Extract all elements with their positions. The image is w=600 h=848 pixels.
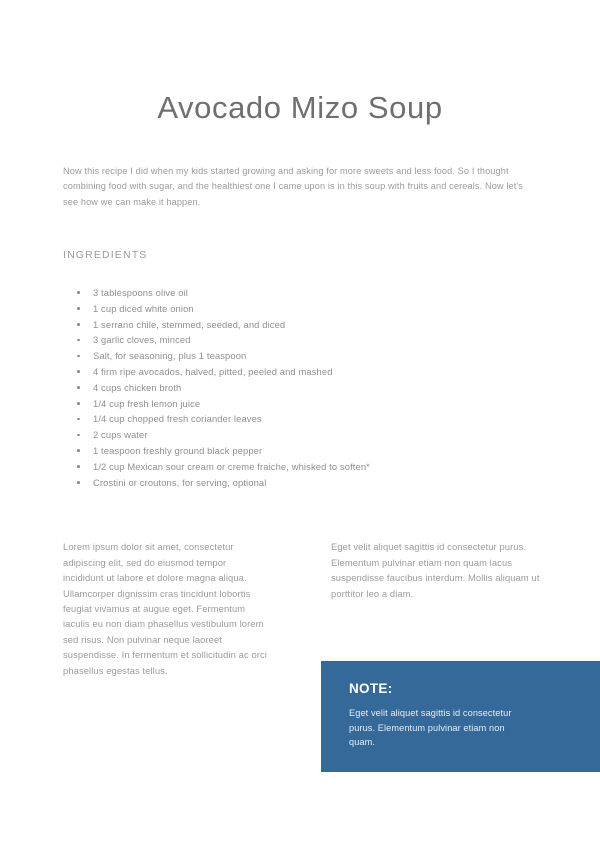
ingredients-list bbox=[63, 285, 533, 490]
bullet-icon bbox=[77, 449, 80, 452]
note-body-text: Eget velit aliquet sagittis id consectetur purus. Elementum pulvinar etiam non quam. bbox=[349, 708, 512, 748]
list-item bbox=[63, 348, 533, 364]
list-item bbox=[63, 380, 533, 396]
bullet-icon bbox=[77, 339, 80, 342]
bullet-icon bbox=[77, 355, 80, 358]
list-item bbox=[63, 301, 533, 317]
ingredients-heading: INGREDIENTS bbox=[63, 249, 148, 261]
bullet-icon bbox=[77, 323, 80, 326]
list-item bbox=[63, 427, 533, 443]
bullet-icon bbox=[77, 307, 80, 310]
bullet-icon bbox=[77, 481, 80, 484]
bullet-icon bbox=[77, 465, 80, 468]
ingredient-text: 4 cups chicken broth bbox=[93, 381, 182, 393]
body-column-left: Lorem ipsum dolor sit amet, consectetur adipiscing elit, sed do eiusmod tempor incididunt ut labore et dolore magna aliqua. Ullamcorper dignissim cras tincidunt lobortis feugiat vivamus at augue eget. Fermentum iaculis eu non diam phasellus vestibulum lorem sed risus. Non pulvinar neque laoreet suspendisse. In fermentum et sollicitudin ac orci phasellus egestas tellus. bbox=[63, 541, 267, 676]
ingredient-text: Crostini or croutons, for serving, optional bbox=[93, 476, 267, 488]
note-title: NOTE: bbox=[349, 681, 393, 696]
ingredient-text: 1 cup diced white onion bbox=[93, 302, 194, 314]
bullet-icon bbox=[77, 434, 80, 437]
ingredient-text: 4 firm ripe avocados, halved, pitted, peeled and mashed bbox=[93, 365, 333, 377]
bullet-icon bbox=[77, 386, 80, 389]
list-item bbox=[63, 285, 533, 301]
ingredient-text: 1/2 cup Mexican sour cream or creme fraiche, whisked to soften* bbox=[93, 460, 370, 472]
ingredient-text: 3 tablespoons olive oil bbox=[93, 287, 189, 298]
list-item bbox=[63, 411, 533, 427]
ingredient-text: Salt, for seasoning, plus 1 teaspoon bbox=[93, 350, 247, 362]
list-item bbox=[63, 317, 533, 333]
page-title: Avocado Mizo Soup bbox=[157, 89, 443, 125]
list-item bbox=[63, 364, 533, 380]
list-item bbox=[63, 332, 533, 348]
ingredient-text: 3 garlic cloves, minced bbox=[93, 334, 191, 346]
ingredient-text: 1/4 cup fresh lemon juice bbox=[93, 397, 201, 409]
list-item bbox=[63, 396, 533, 412]
bullet-icon bbox=[77, 402, 80, 405]
list-item bbox=[63, 443, 533, 459]
note-callout-box bbox=[321, 661, 600, 772]
list-item bbox=[63, 459, 533, 475]
ingredient-text: 1 teaspoon freshly ground black pepper bbox=[93, 444, 263, 456]
intro-paragraph: Now this recipe I did when my kids started growing and asking for more sweets and less food. So I thought combining food with sugar, and the healthiest one I came upon is in this soup with fruits and cereals. Now let's see how we can make it happen. bbox=[63, 166, 524, 207]
body-column-right: Eget velit aliquet sagittis id consectetur purus. Elementum pulvinar etiam non quam lacus suspendisse faucibus interdum. Mollis aliquam ut porttitor leo a diam. bbox=[331, 541, 540, 599]
bullet-icon bbox=[77, 291, 80, 294]
bullet-icon bbox=[77, 418, 80, 421]
ingredient-text: 2 cups water bbox=[93, 429, 148, 441]
ingredient-text: 1/4 cup chopped fresh coriander leaves bbox=[93, 413, 262, 425]
ingredient-text: 1 serrano chile, stemmed, seeded, and diced bbox=[93, 318, 286, 330]
list-item bbox=[63, 475, 533, 491]
bullet-icon bbox=[77, 370, 80, 373]
